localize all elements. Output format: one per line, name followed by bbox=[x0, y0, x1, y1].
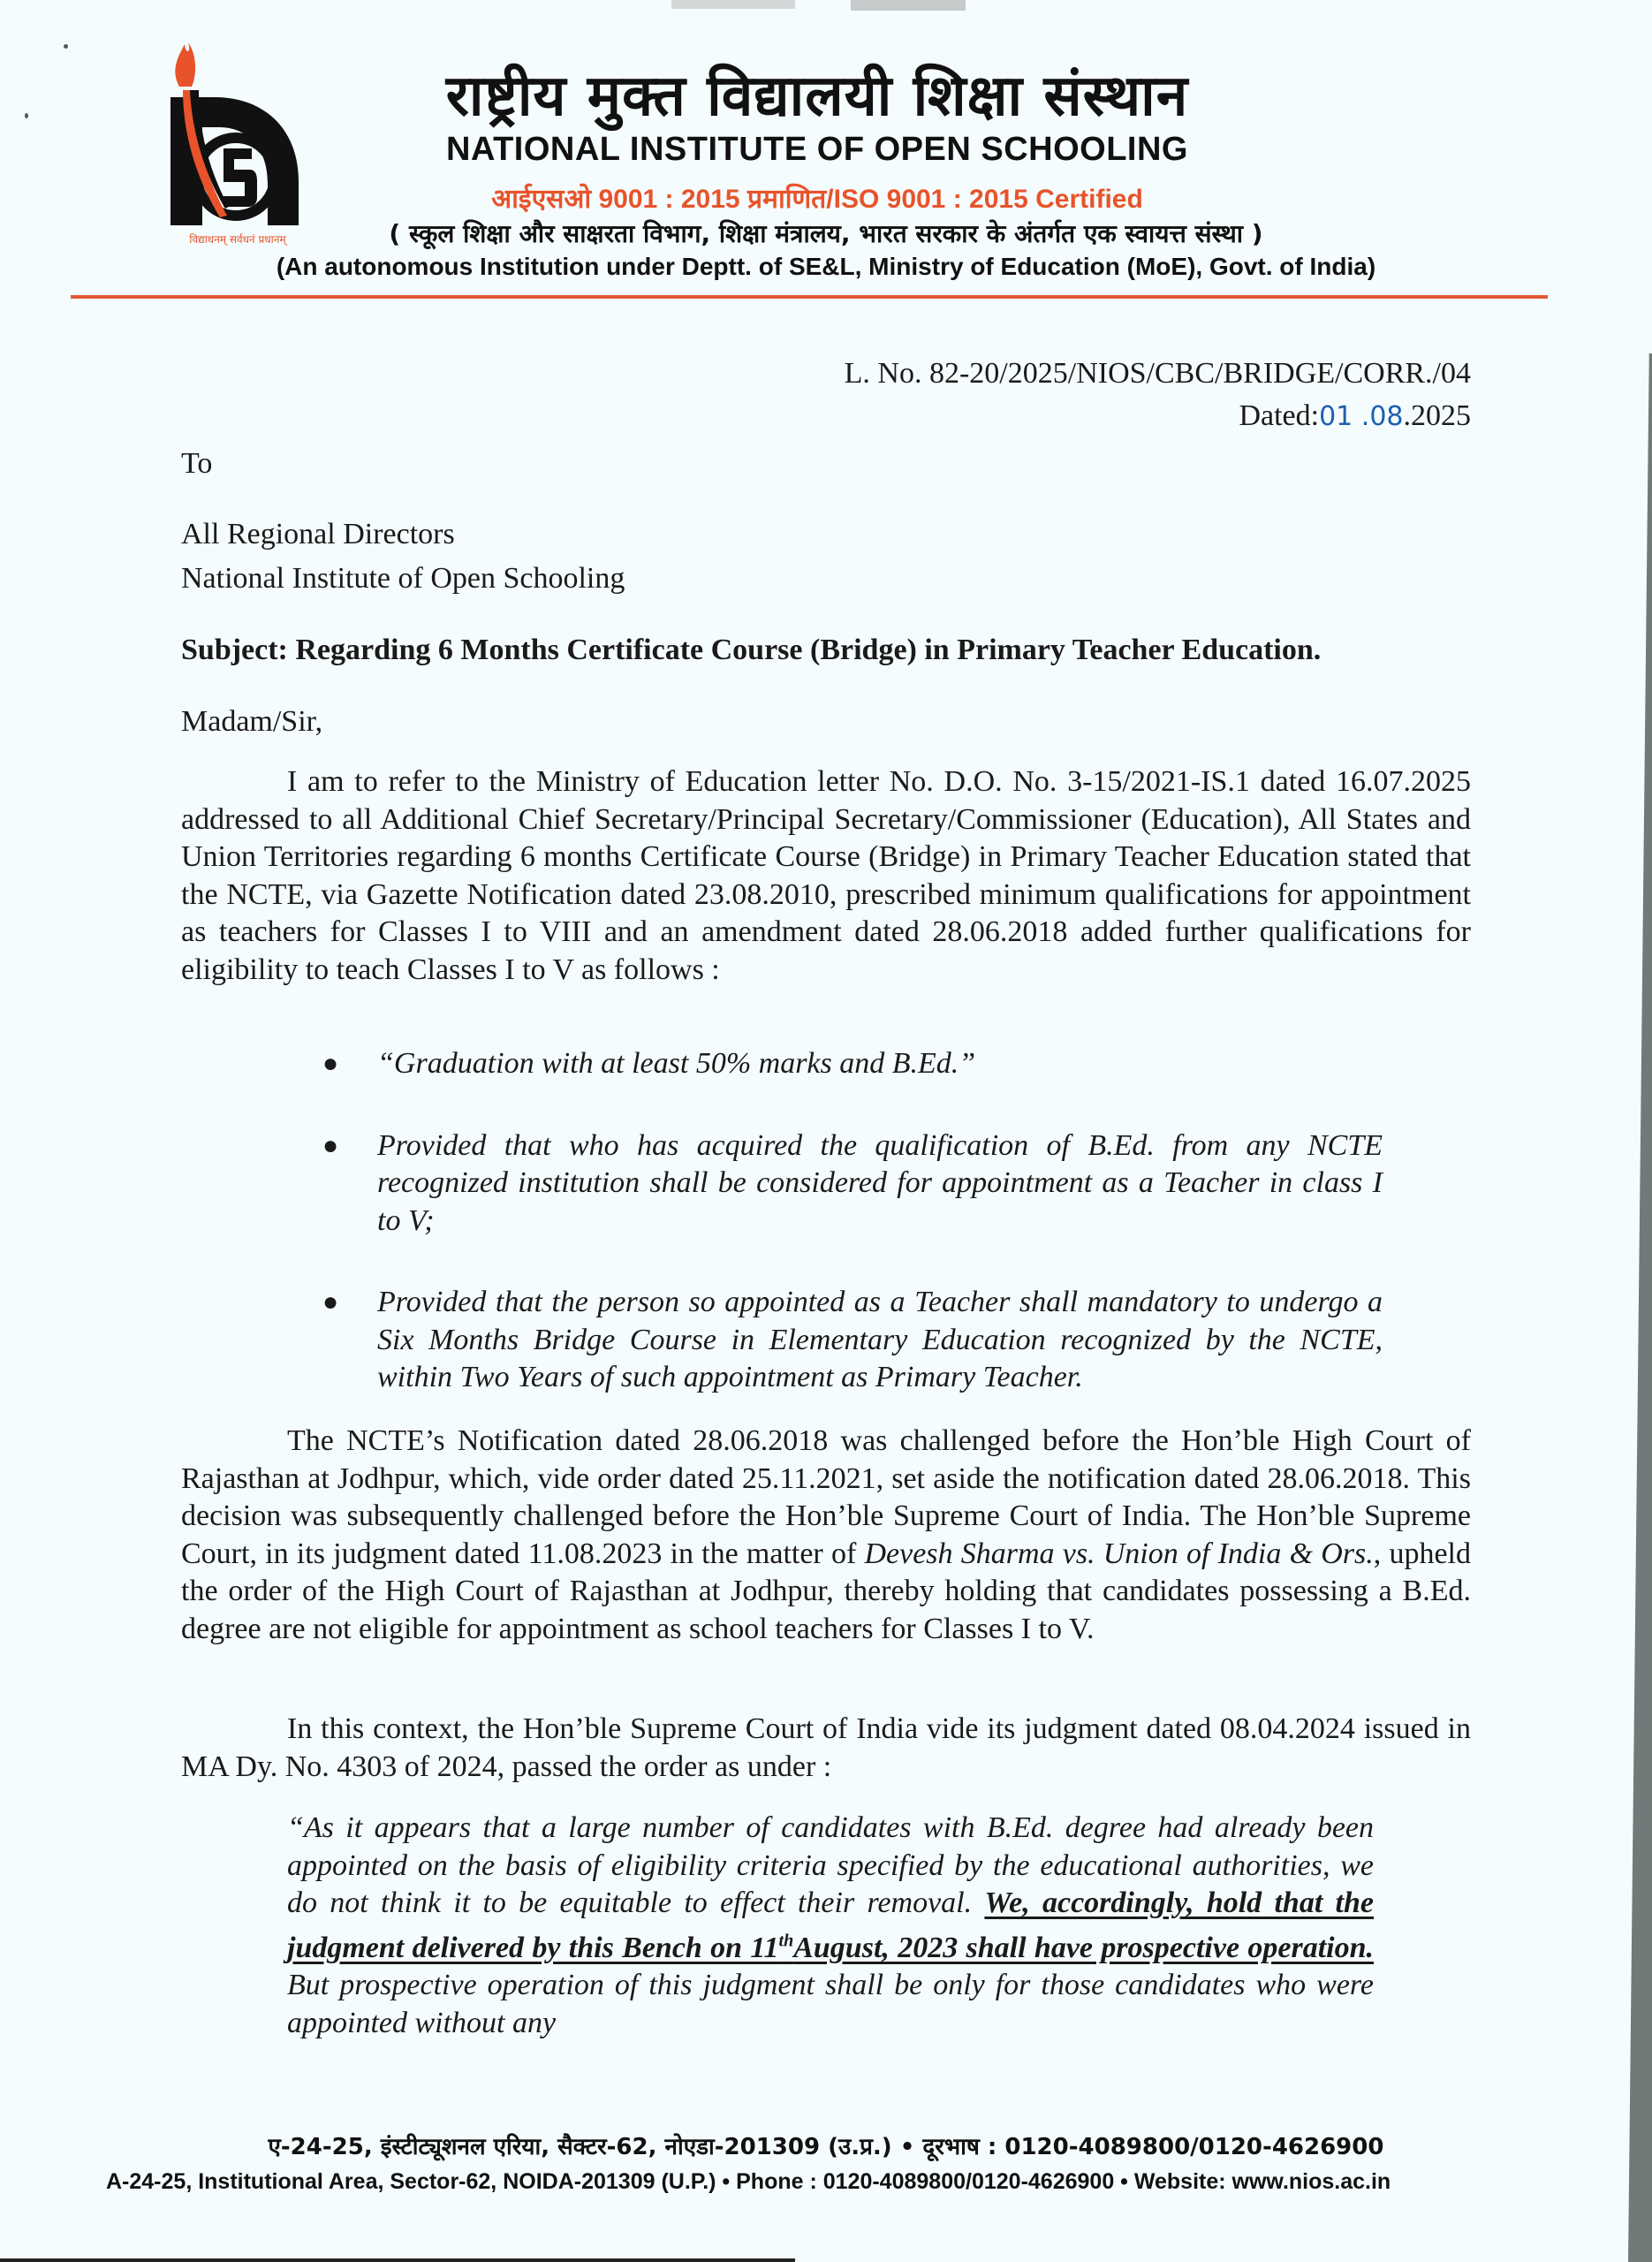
scan-edge-shadow bbox=[0, 2258, 795, 2262]
quote-emphasis-a: We, accordingly, hold that the judgment delivered by this Bench on 11 bbox=[287, 1886, 1374, 1964]
footer-address-english: A-24-25, Institutional Area, Sector-62, NOIDA-201309 (U.P.) • Phone : 0120-4089800/0120-4626900 • Website: www.nios.ac.in bbox=[106, 2169, 1391, 2194]
date-handwritten: 01 .08 bbox=[1319, 401, 1404, 432]
scan-edge-shadow bbox=[1628, 353, 1652, 2262]
scan-speck bbox=[25, 113, 28, 118]
footer-address-hindi: ए-24-25, इंस्टीट्यूशनल एरिया, सैक्टर-62, नोएडा-201309 (उ.प्र.) • दूरभाष : 0120-4089800/0120-4626900 bbox=[268, 2134, 1384, 2160]
letter-subject: Subject: Regarding 6 Months Certificate Course (Bridge) in Primary Teacher Education. bbox=[181, 634, 1322, 666]
paragraph-1 bbox=[181, 763, 1471, 989]
list-item bbox=[322, 1127, 1383, 1241]
quote-emphasis-b: August, 2023 shall have prospective operation. bbox=[793, 1931, 1374, 1964]
list-item bbox=[322, 1045, 1383, 1083]
list-item-text: Provided that who has acquired the qualification of B.Ed. from any NCTE recognized institution shall be considered for appointment as a Teacher in class I to V; bbox=[377, 1128, 1383, 1237]
case-name: Devesh Sharma vs. Union of India & Ors. bbox=[864, 1537, 1374, 1570]
institution-subtitle-english: (An autonomous Institution under Deptt. of SE&L, Ministry of Education (MoE), Govt. of India) bbox=[276, 253, 1376, 280]
bullet-icon: ● bbox=[322, 1049, 339, 1078]
institute-name-english: NATIONAL INSTITUTE OF OPEN SCHOOLING bbox=[446, 131, 1188, 168]
to-label: To bbox=[181, 447, 213, 480]
paragraph-1-text: I am to refer to the Ministry of Education letter No. D.O. No. 3-15/2021-IS.1 dated 16.07.2025 addressed to all Additional Chief Secretary/Principal Secretary/Commissioner (Education), All States and Union Territories regarding 6 months Certificate Course (Bridge) in Primary Teacher Education stated that the NCTE, via Gazette Notification dated 23.08.2010, prescribed minimum qualifications for appointment as teachers for Classes I to VIII and an amendment dated 28.06.2018 added further qualifications for eligibility to teach Classes I to V as follows : bbox=[181, 765, 1471, 986]
paragraph-2 bbox=[181, 1423, 1471, 1648]
addressee-line-1: All Regional Directors bbox=[181, 518, 455, 550]
letter-date bbox=[760, 398, 1471, 436]
institute-name-hindi: राष्ट्रीय मुक्त विद्यालयी शिक्षा संस्थान bbox=[445, 64, 1189, 129]
paragraph-2-text-a: The NCTE’s Notification dated 28.06.2018 was challenged before the Hon’ble High Court of Rajasthan at Jodhpur, which, vide order dated 25.11.2021, set aside the notification dated 28.06.2018. This decision was subsequently challenged before the Hon’ble Supreme Court of India. The Hon’ble Supreme Court, in its judgment dated 11.08.2023 in the matter of bbox=[181, 1424, 1471, 1570]
logo-tagline: विद्याधनम् सर्वधनं प्रधानम् bbox=[189, 233, 286, 246]
paragraph-3 bbox=[181, 1711, 1471, 1786]
quote-text-b: But prospective operation of this judgment shall be only for those candidates who were appointed without any bbox=[287, 1969, 1374, 2039]
iso-certification: आईएसओ 9001 : 2015 प्रमाणित/ISO 9001 : 2015 Certified bbox=[491, 185, 1143, 214]
bullet-icon: ● bbox=[322, 1287, 339, 1317]
qualification-list bbox=[322, 1045, 1383, 1441]
quote-emphasis-sup: th bbox=[778, 1931, 794, 1951]
institution-subtitle-hindi: ( स्कूल शिक्षा और साक्षरता विभाग, शिक्षा मंत्रालय, भारत सरकार के अंतर्गत एक स्वायत्त संस्था ) bbox=[389, 219, 1263, 248]
scan-speck bbox=[64, 44, 68, 49]
paragraph-2-text-b: , upheld the order of the High Court of Rajasthan at Jodhpur, thereby holding that candidates possessing a B.Ed. degree are not eligible for appointment as school teachers for Classes I to V. bbox=[181, 1537, 1471, 1645]
quote-text-a: “As it appears that a large number of candidates with B.Ed. degree had already been appointed on the basis of eligibility criteria specified by the educational authorities, we do not think it to be equitable to effect their removal. bbox=[287, 1811, 1374, 1919]
date-label: Dated: bbox=[1239, 399, 1320, 432]
letter-reference: L. No. 82-20/2025/NIOS/CBC/BRIDGE/CORR./04 bbox=[844, 357, 1471, 390]
salutation: Madam/Sir, bbox=[181, 705, 323, 738]
addressee-line-2: National Institute of Open Schooling bbox=[181, 562, 625, 595]
list-item bbox=[322, 1284, 1383, 1397]
list-item-text: “Graduation with at least 50% marks and B.Ed.” bbox=[377, 1047, 976, 1080]
letterhead-divider bbox=[71, 295, 1548, 299]
scan-artifact bbox=[671, 0, 795, 9]
scan-artifact bbox=[851, 0, 966, 11]
paragraph-3-text: In this context, the Hon’ble Supreme Court of India vide its judgment dated 08.04.2024 issued in MA Dy. No. 4303 of 2024, passed the order as under : bbox=[181, 1712, 1471, 1783]
list-item-text: Provided that the person so appointed as a Teacher shall mandatory to undergo a Six Months Bridge Course in Elementary Education recognized by the NCTE, within Two Years of such appointment as Primary Teacher. bbox=[377, 1286, 1383, 1393]
bullet-icon: ● bbox=[322, 1130, 339, 1160]
court-order-quote bbox=[287, 1810, 1374, 2042]
date-year: .2025 bbox=[1403, 399, 1471, 432]
